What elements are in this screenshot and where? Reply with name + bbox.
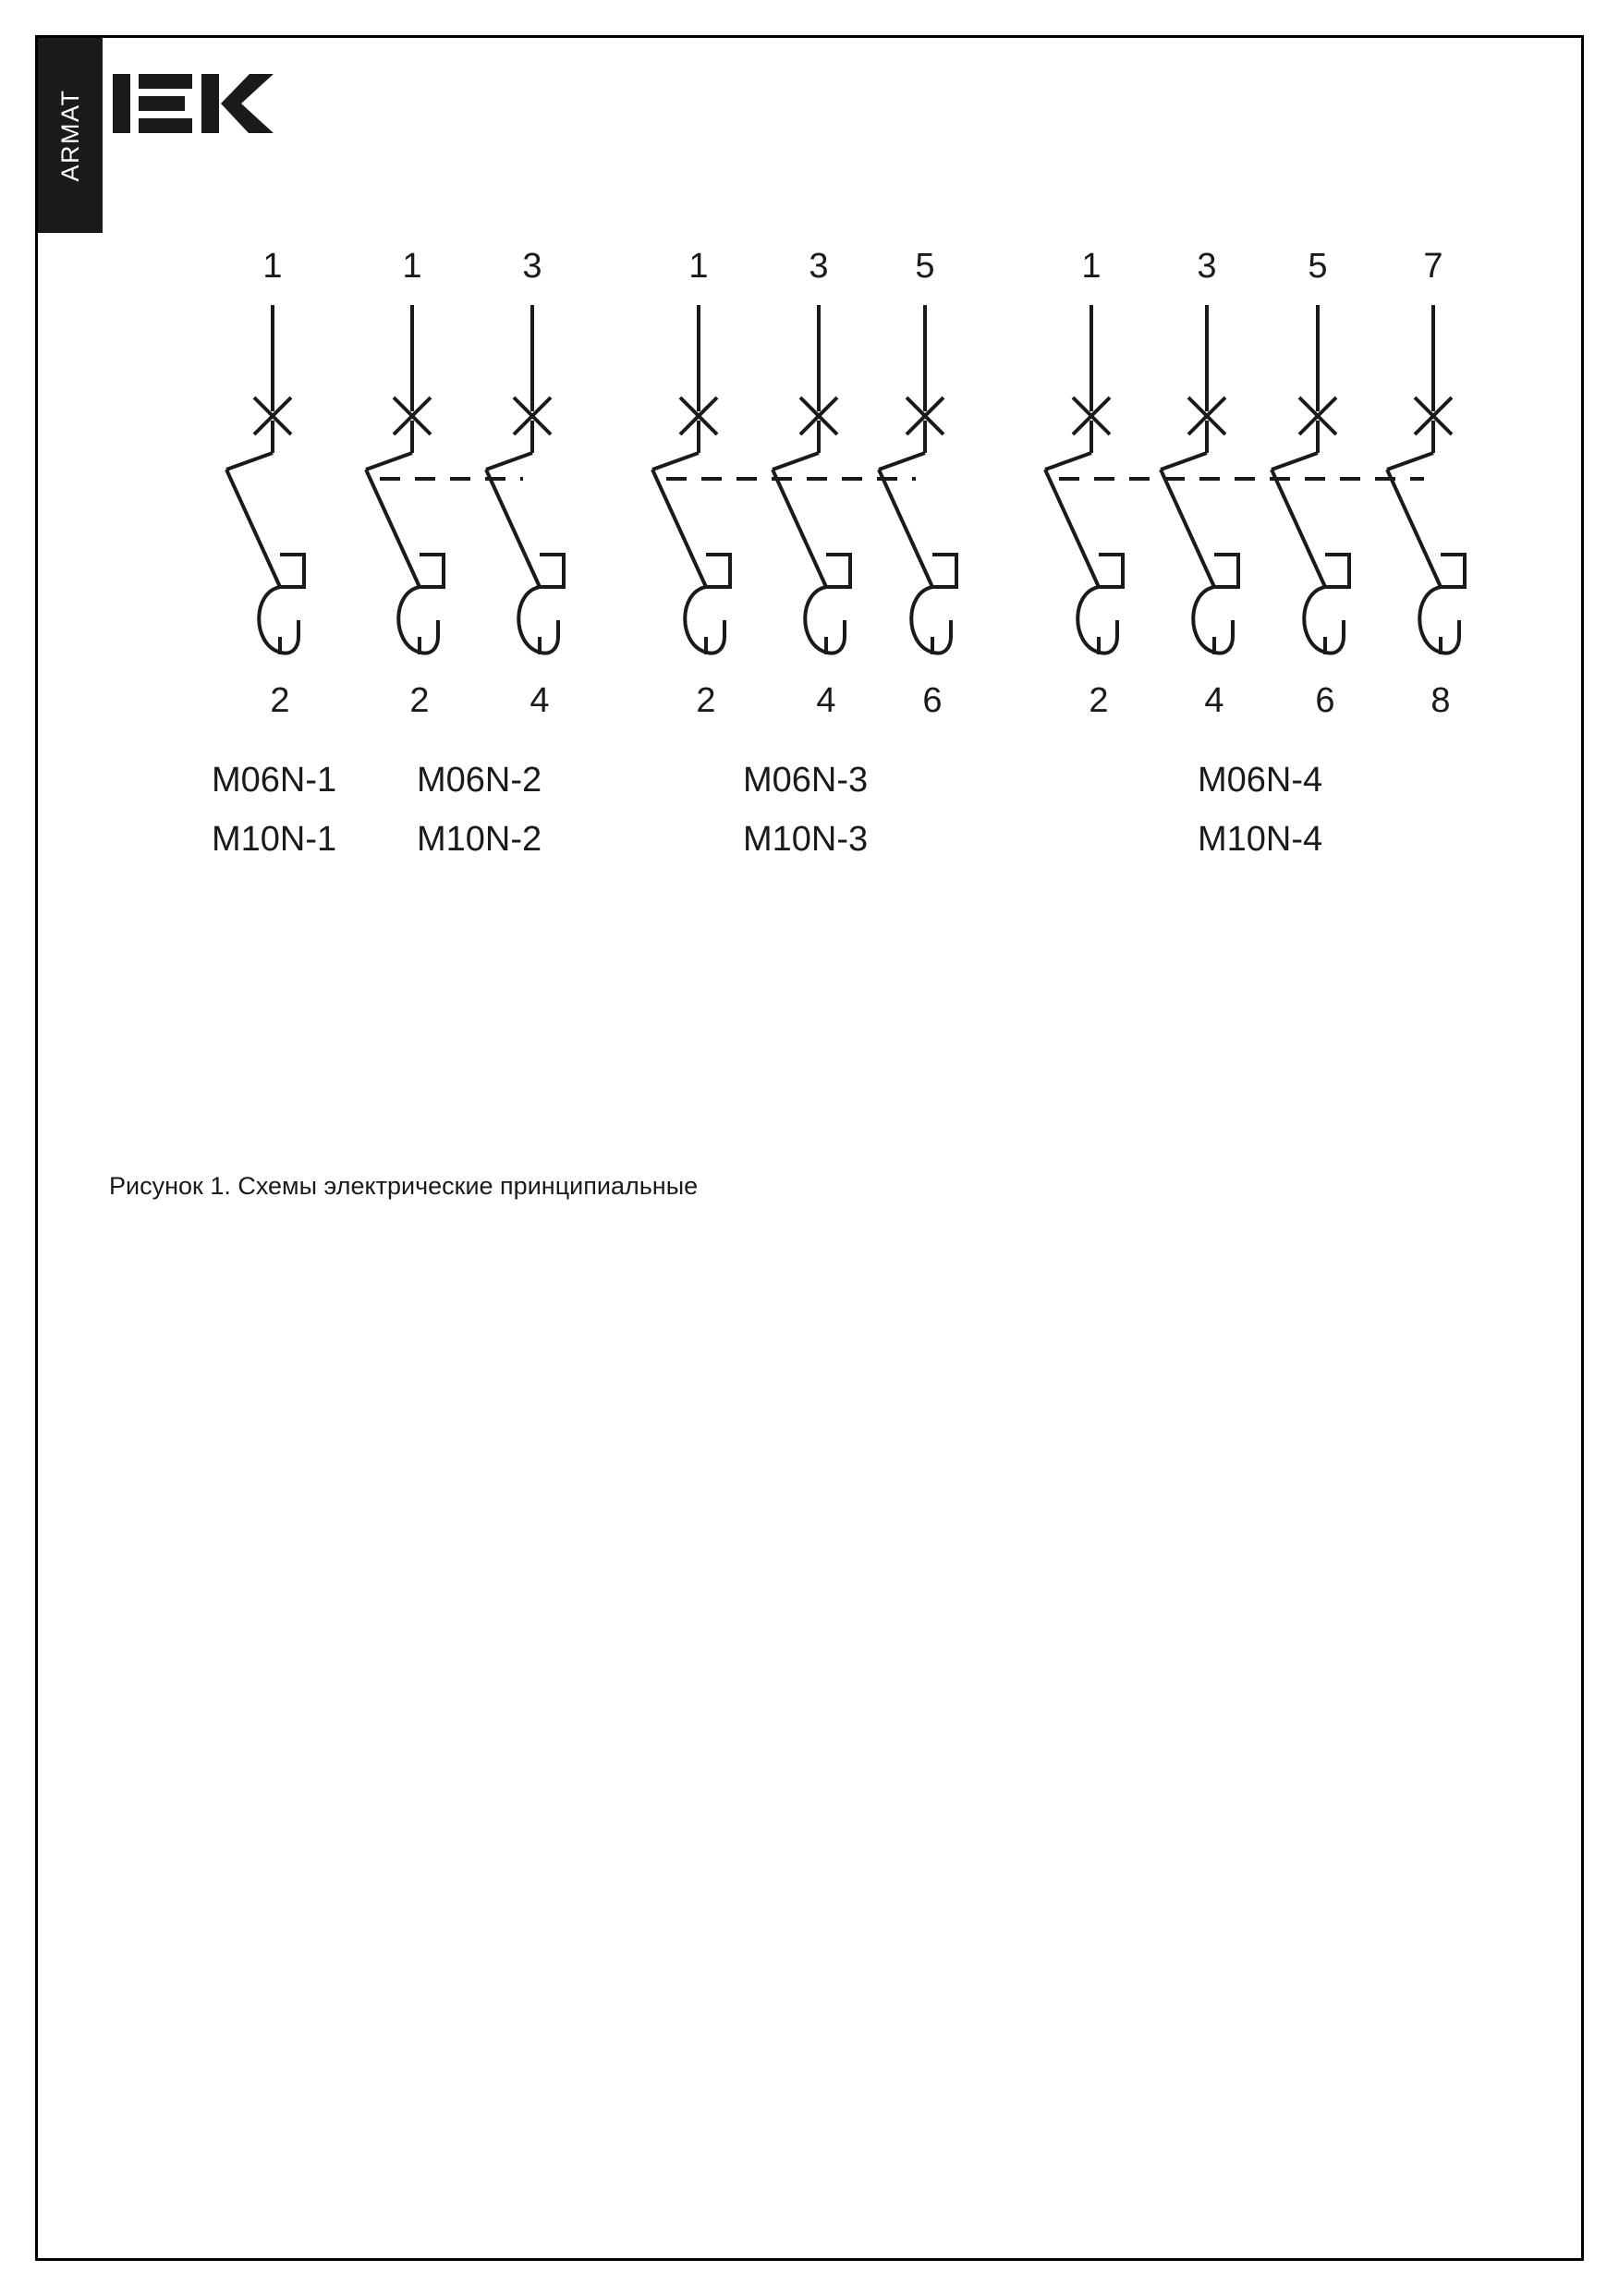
terminal-top-4p-4: 7 xyxy=(1423,247,1443,286)
iek-logo-mark xyxy=(109,57,285,150)
terminal-top-2p-2: 3 xyxy=(522,247,542,286)
terminal-bottom-3p-1: 2 xyxy=(696,681,716,720)
iek-logo xyxy=(109,57,285,150)
group-label-4p-line2: M10N-4 xyxy=(1198,820,1323,859)
group-label-2p-line1: M06N-2 xyxy=(417,761,542,800)
terminal-bottom-2p-2: 4 xyxy=(530,681,550,720)
group-label-4p-line1: M06N-4 xyxy=(1198,761,1323,800)
terminal-top-4p-1: 1 xyxy=(1081,247,1102,286)
terminal-bottom-4p-2: 4 xyxy=(1204,681,1224,720)
brand-block xyxy=(38,38,103,233)
terminal-top-4p-3: 5 xyxy=(1308,247,1328,286)
pole-4p-4 xyxy=(1387,305,1465,654)
terminal-top-4p-2: 3 xyxy=(1197,247,1217,286)
terminal-bottom-3p-2: 4 xyxy=(816,681,836,720)
terminal-top-3p-2: 3 xyxy=(809,247,829,286)
terminal-bottom-4p-1: 2 xyxy=(1089,681,1109,720)
terminal-bottom-2p-1: 2 xyxy=(409,681,430,720)
terminal-top-3p-1: 1 xyxy=(688,247,709,286)
brand-vertical-label: ARMAT xyxy=(55,89,84,182)
terminal-top-3p-3: 5 xyxy=(915,247,935,286)
schematic-svg xyxy=(38,240,1581,1165)
pole-1p-1 xyxy=(226,305,304,654)
terminal-bottom-4p-4: 8 xyxy=(1430,681,1451,720)
group-label-3p-line2: M10N-3 xyxy=(743,820,869,859)
group-label-1p-line1: M06N-1 xyxy=(212,761,337,800)
terminal-bottom-4p-3: 6 xyxy=(1315,681,1335,720)
group-label-2p-line2: M10N-2 xyxy=(417,820,542,859)
group-label-1p-line2: M10N-1 xyxy=(212,820,337,859)
terminal-bottom-1p-1: 2 xyxy=(270,681,290,720)
terminal-top-1p-1: 1 xyxy=(262,247,283,286)
group-label-3p-line1: M06N-3 xyxy=(743,761,869,800)
figure-caption: Рисунок 1. Схемы электрические принципиальные xyxy=(109,1172,699,1200)
schematic-diagram xyxy=(38,240,1581,1165)
terminal-top-2p-1: 1 xyxy=(402,247,422,286)
terminal-bottom-3p-3: 6 xyxy=(922,681,943,720)
